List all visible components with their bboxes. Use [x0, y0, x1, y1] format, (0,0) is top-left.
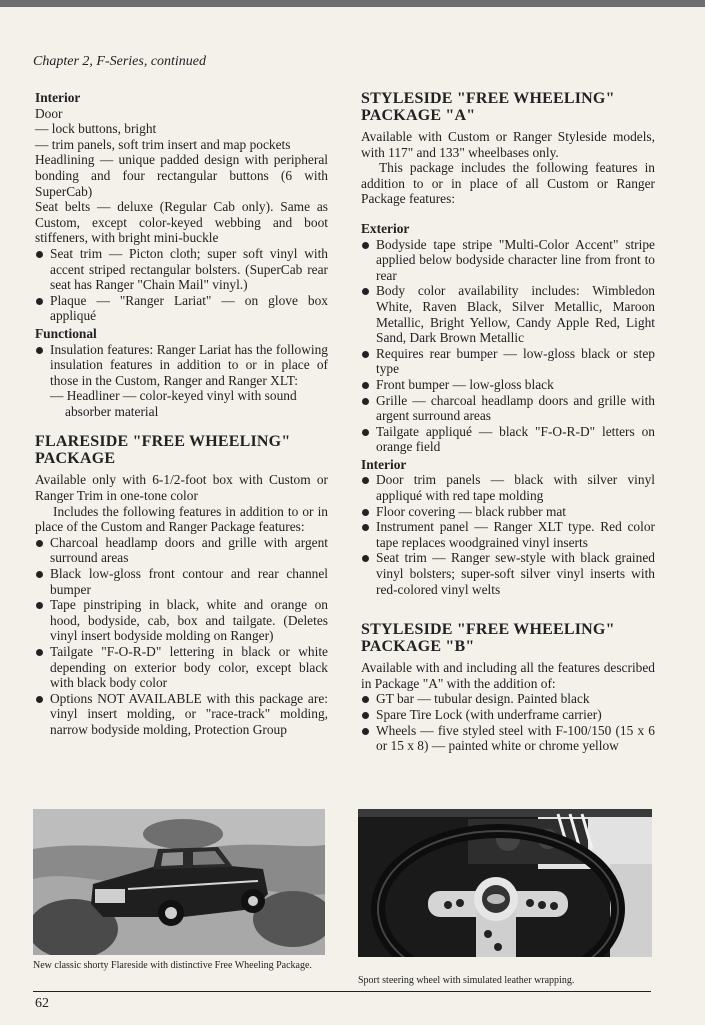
bullet-icon	[36, 540, 43, 547]
exterior-bullets	[361, 237, 655, 455]
list-item: Grille — charcoal headlamp doors and grille with argent surround areas	[361, 393, 655, 424]
page-number: 62	[35, 996, 49, 1011]
package-b-bullets	[361, 691, 655, 753]
list-item: Tailgate "F-O-R-D" lettering in black or white depending on exterior body color, except black with black body color	[35, 644, 328, 691]
bullet-icon	[362, 288, 369, 295]
package-a-intro: Available with Custom or Ranger Styleside models, with 117" and 133" wheelbases only.	[361, 129, 655, 160]
bullet-icon	[362, 555, 369, 562]
list-item: Requires rear bumper — low-gloss black or step type	[361, 346, 655, 377]
steering-wheel-photo	[358, 809, 652, 957]
headliner-sub-item: — Headliner — color-keyed vinyl with sound absorber material	[50, 388, 297, 419]
door-item: — trim panels, soft trim insert and map pockets	[35, 136, 291, 152]
interior-bullets	[35, 246, 328, 324]
bullet-icon	[362, 477, 369, 484]
list-item: Bodyside tape stripe "Multi-Color Accent" stripe applied below bodyside character line from front to rear	[361, 237, 655, 284]
bullet-icon	[36, 298, 43, 305]
bullet-icon	[36, 347, 43, 354]
list-item: Door trim panels — black with silver vinyl appliqué with red tape molding	[361, 472, 655, 503]
list-item: GT bar — tubular design. Painted black	[361, 691, 655, 707]
bullet-icon	[362, 398, 369, 405]
list-item: Insulation features: Ranger Lariat has the following insulation features in addition to or in place of those in the Custom, Ranger and Ranger XLT:	[35, 342, 328, 389]
list-item: Charcoal headlamp doors and grille with argent surround areas	[35, 535, 328, 566]
bullet-icon	[362, 696, 369, 703]
headlining-text: Headlining — unique padded design with peripheral bonding and four rectangular buttons (6 with SuperCab)	[35, 152, 328, 199]
page-top-edge	[0, 0, 705, 7]
package-a-heading: STYLESIDE "FREE WHEELING" PACKAGE "A"	[361, 90, 615, 124]
door-item: — lock buttons, bright	[35, 121, 157, 137]
bullet-icon	[36, 649, 43, 656]
list-item: Front bumper — low-gloss black	[361, 377, 655, 393]
list-item: Seat trim — Picton cloth; super soft vinyl with accent striped rectangular bolsters. (SuperCab rear seat has Ranger "Chain Mail" vinyl.)	[35, 246, 328, 293]
interior-heading-a: Interior	[361, 456, 407, 472]
list-item: Tape pinstriping in black, white and orange on hood, bodyside, cab, box and tailgate. (Deletes vinyl insert bodyside molding on Ranger)	[35, 597, 328, 644]
interior-heading: Interior	[35, 90, 81, 105]
bullet-icon	[362, 728, 369, 735]
seat-belts-text: Seat belts — deluxe (Regular Cab only). Same as Custom, except color-keyed webbing and boot stiffeners, with bright mini-buckle	[35, 199, 328, 246]
chapter-header: Chapter 2, F-Series, continued	[33, 54, 207, 69]
list-item: Options NOT AVAILABLE with this package are: vinyl insert molding, or "race-track" molding, narrow bodyside molding, Protection Group	[35, 691, 328, 738]
bullet-icon	[362, 382, 369, 389]
bullet-icon	[362, 712, 369, 719]
package-b-heading: STYLESIDE "FREE WHEELING" PACKAGE "B"	[361, 621, 615, 656]
bullet-icon	[36, 696, 43, 703]
door-label: Door	[35, 105, 63, 121]
list-item: Wheels — five styled steel with F-100/150 (15 x 6 or 15 x 8) — painted white or chrome yellow	[361, 723, 655, 754]
list-item: Seat trim — Ranger sew-style with black grained vinyl bolsters; super-soft silver vinyl inserts with red-colored vinyl welts	[361, 550, 655, 597]
list-item: Instrument panel — Ranger XLT type. Red color tape replaces woodgrained vinyl inserts	[361, 519, 655, 550]
package-b-intro: Available with and including all the features described in Package "A" with the addition of:	[361, 660, 655, 691]
list-item: Tailgate appliqué — black "F-O-R-D" letters on orange field	[361, 424, 655, 455]
list-item: Black low-gloss front contour and rear channel bumper	[35, 566, 328, 597]
bullet-icon	[36, 602, 43, 609]
steering-photo-caption: Sport steering wheel with simulated leather wrapping.	[358, 975, 575, 986]
flareside-bullets	[35, 535, 328, 738]
footer-rule	[33, 991, 651, 992]
bullet-icon	[362, 242, 369, 249]
flareside-heading: FLARESIDE "FREE WHEELING" PACKAGE	[35, 433, 291, 468]
bullet-icon	[36, 571, 43, 578]
bullet-icon	[36, 251, 43, 258]
package-a-includes: This package includes the following features in addition to or in place of all Custom or Ranger Package features:	[361, 160, 655, 207]
list-item: Plaque — "Ranger Lariat" — on glove box appliqué	[35, 293, 328, 324]
left-column	[35, 90, 328, 738]
list-item: Body color availability includes: Wimbledon White, Raven Black, Silver Metallic, Maroon Metallic, Bright Yellow, Candy Apple Red, Light Sand, Dark Brown Metallic	[361, 283, 655, 345]
bullet-icon	[362, 351, 369, 358]
functional-bullets	[35, 342, 328, 389]
bullet-icon	[362, 509, 369, 516]
bullet-icon	[362, 429, 369, 436]
exterior-heading: Exterior	[361, 220, 410, 236]
flareside-includes: Includes the following features in addition to or in place of the Custom and Ranger Package features:	[35, 503, 328, 535]
bullet-icon	[362, 524, 369, 531]
list-item: Floor covering — black rubber mat	[361, 504, 655, 520]
interior-bullets-a	[361, 472, 655, 597]
list-item: Spare Tire Lock (with underframe carrier)	[361, 707, 655, 723]
truck-photo-caption: New classic shorty Flareside with distinctive Free Wheeling Package.	[33, 960, 312, 971]
functional-heading: Functional	[35, 325, 97, 341]
flareside-truck-photo	[33, 809, 325, 955]
right-column	[361, 90, 655, 754]
flareside-intro: Available only with 6-1/2-foot box with Custom or Ranger Trim in one-tone color	[35, 472, 328, 504]
